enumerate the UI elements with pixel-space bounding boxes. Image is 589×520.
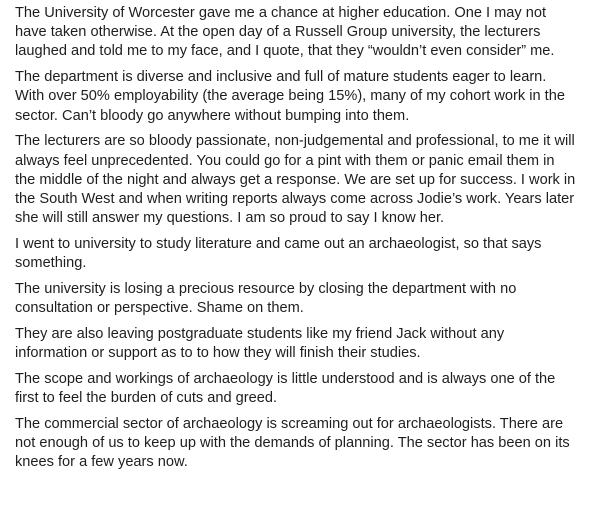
post-paragraph-2: The department is diverse and inclusive and full of mature students eager to learn. With over 50% employability (the average being 15%), many of my cohort work in the sector. Can’t bloody go anywhere without bumping into them.	[15, 69, 565, 124]
post-paragraph-1: The University of Worcester gave me a chance at higher education. One I may not have taken otherwise. At the open day of a Russell Group university, the lecturers laughed and told me to my face, and I quote, that they “wouldn’t even consider” me.	[15, 5, 555, 60]
post-paragraph-7: The scope and workings of archaeology is little understood and is always one of the first to feel the burden of cuts and greed.	[15, 371, 556, 407]
post-paragraph-4: I went to university to study literature and came out an archaeologist, so that says something.	[15, 236, 542, 272]
post-paragraph-6: They are also leaving postgraduate students like my friend Jack without any information or support as to to how they will finish their studies.	[15, 326, 505, 362]
post-paragraph-5: The university is losing a precious resource by closing the department with no consultation or perspective. Shame on them.	[15, 281, 517, 317]
post-paragraph-8: The commercial sector of archaeology is screaming out for archaeologists. There are not enough of us to keep up with the demands of planning. The sector has been on its knees for a few years now.	[15, 416, 570, 471]
post-paragraph-3: The lecturers are so bloody passionate, non-judgemental and professional, to me it will always feel unprecedented. You could go for a pint with them or panic email them in the middle of the night and always get a response. We are set up for success. I work in the South West and when writing reports always come across Jodie’s work. Years later she will still answer my questions. I am so proud to say I know her.	[15, 133, 576, 227]
